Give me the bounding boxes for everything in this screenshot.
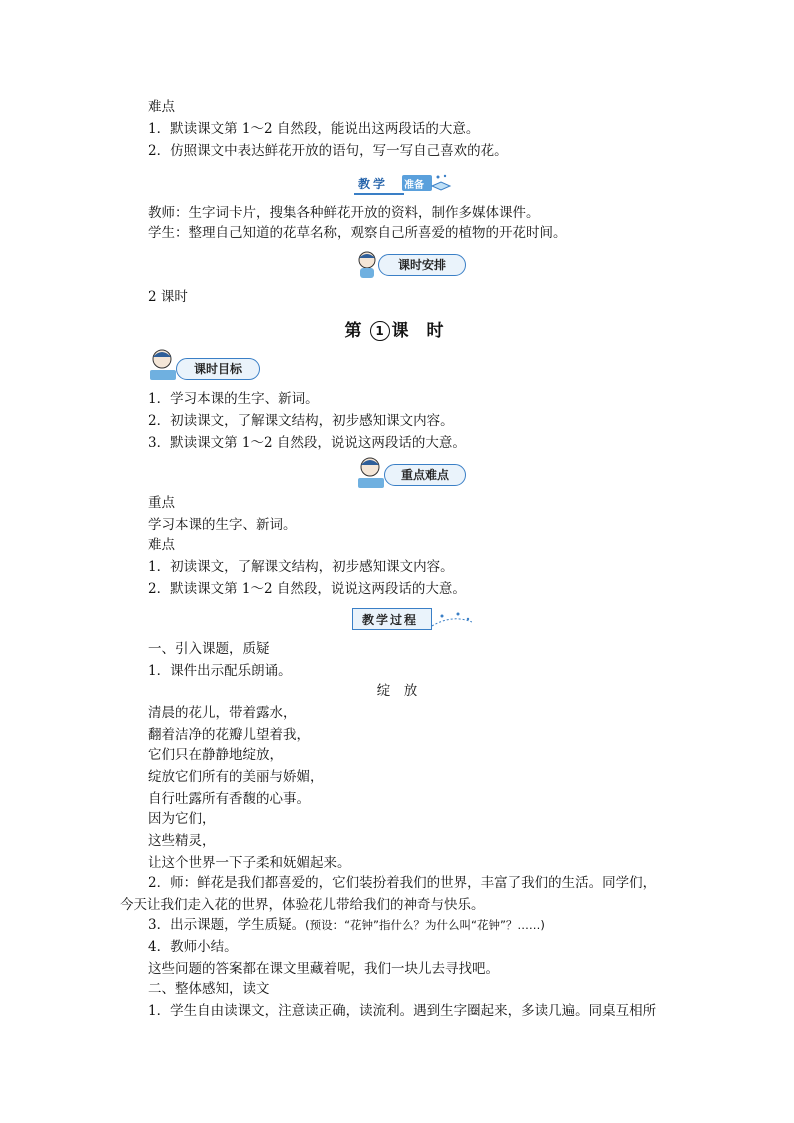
difficulty-item: 1．默读课文第 1～2 自然段，能说出这两段话的大意。 <box>148 121 480 137</box>
poem-line: 自行吐露所有香馥的心事。 <box>148 791 310 807</box>
goals-badge-label: 课时目标 <box>176 358 260 380</box>
process-step-4-text: 这些问题的答案都在课文里藏着呢，我们一块儿去寻找吧。 <box>148 961 499 977</box>
process-section-1: 一、引入课题，质疑 <box>148 641 270 657</box>
poem-line: 它们只在静静地绽放， <box>148 747 283 763</box>
student-reading-icon <box>356 456 386 490</box>
process-step-1: 1．课件出示配乐朗诵。 <box>148 663 292 679</box>
process-step-3-text: 3．出示课题，学生质疑。 <box>148 917 306 933</box>
prep-badge <box>354 172 450 194</box>
difficulty-heading: 难点 <box>148 99 175 115</box>
lesson-number: 1 <box>370 321 390 341</box>
process-step-4: 4．教师小结。 <box>148 939 238 955</box>
goal-item: 1．学习本课的生字、新词。 <box>148 391 319 407</box>
goal-item: 3．默读课文第 1～2 自然段，说说这两段话的大意。 <box>148 435 466 451</box>
key-heading: 重点 <box>148 495 175 511</box>
lesson-title <box>0 316 794 341</box>
decor-stars-icon <box>432 610 472 630</box>
key-points-badge-label: 重点难点 <box>384 464 466 486</box>
lesson-prefix: 第 <box>344 321 368 341</box>
process-step-3-note: (预设：“花钟”指什么？为什么叫“花钟”？……) <box>305 918 545 932</box>
process-badge-label: 教学过程 <box>362 613 419 627</box>
hard-item: 1．初读课文，了解课文结构，初步感知课文内容。 <box>148 559 454 575</box>
schedule-text: 2 课时 <box>148 289 188 305</box>
book-stars-icon <box>430 172 452 194</box>
process-step-3 <box>148 916 545 934</box>
prep-badge-left: 教学 <box>358 177 389 191</box>
prep-badge-right: 准备 <box>404 180 424 191</box>
poem-line: 让这个世界一下子柔和妩媚起来。 <box>148 855 351 871</box>
key-text: 学习本课的生字、新词。 <box>148 517 297 533</box>
prep-student: 学生：整理自己知道的花草名称，观察自己所喜爱的植物的开花时间。 <box>148 225 567 241</box>
poem-line: 绽放它们所有的美丽与娇媚， <box>148 769 324 785</box>
hard-heading: 难点 <box>148 537 175 553</box>
process-step-2: 2．师：鲜花是我们都喜爱的，它们装扮着我们的世界，丰富了我们的生活。同学们， <box>148 875 657 891</box>
process-badge <box>352 606 472 632</box>
prep-teacher: 教师：生字词卡片，搜集各种鲜花开放的资料，制作多媒体课件。 <box>148 205 540 221</box>
poem-title: 绽 放 <box>376 683 418 699</box>
process-step-2-cont: 今天让我们走入花的世界，体验花儿带给我们的神奇与快乐。 <box>120 897 485 913</box>
goal-item: 2．初读课文，了解课文结构，初步感知课文内容。 <box>148 413 454 429</box>
student-icon <box>354 250 380 280</box>
process-step-5: 1．学生自由读课文，注意读正确，读流利。遇到生字圈起来，多读几遍。同桌互相所 <box>148 1003 657 1019</box>
lesson-suffix: 课 时 <box>391 321 450 341</box>
schedule-badge-label: 课时安排 <box>378 254 466 276</box>
poem-line: 翻着洁净的花瓣儿望着我， <box>148 727 310 743</box>
schedule-badge <box>354 250 466 280</box>
difficulty-item: 2．仿照课文中表达鲜花开放的语句，写一写自己喜欢的花。 <box>148 143 508 159</box>
process-section-2: 二、整体感知，读文 <box>148 981 270 997</box>
goals-badge <box>148 348 260 382</box>
student-reading-icon <box>148 348 178 382</box>
poem-line: 清晨的花儿，带着露水， <box>148 705 297 721</box>
hard-item: 2．默读课文第 1～2 自然段，说说这两段话的大意。 <box>148 581 466 597</box>
poem-line: 这些精灵， <box>148 833 216 849</box>
key-points-badge <box>356 456 466 490</box>
poem-line: 因为它们， <box>148 811 216 827</box>
